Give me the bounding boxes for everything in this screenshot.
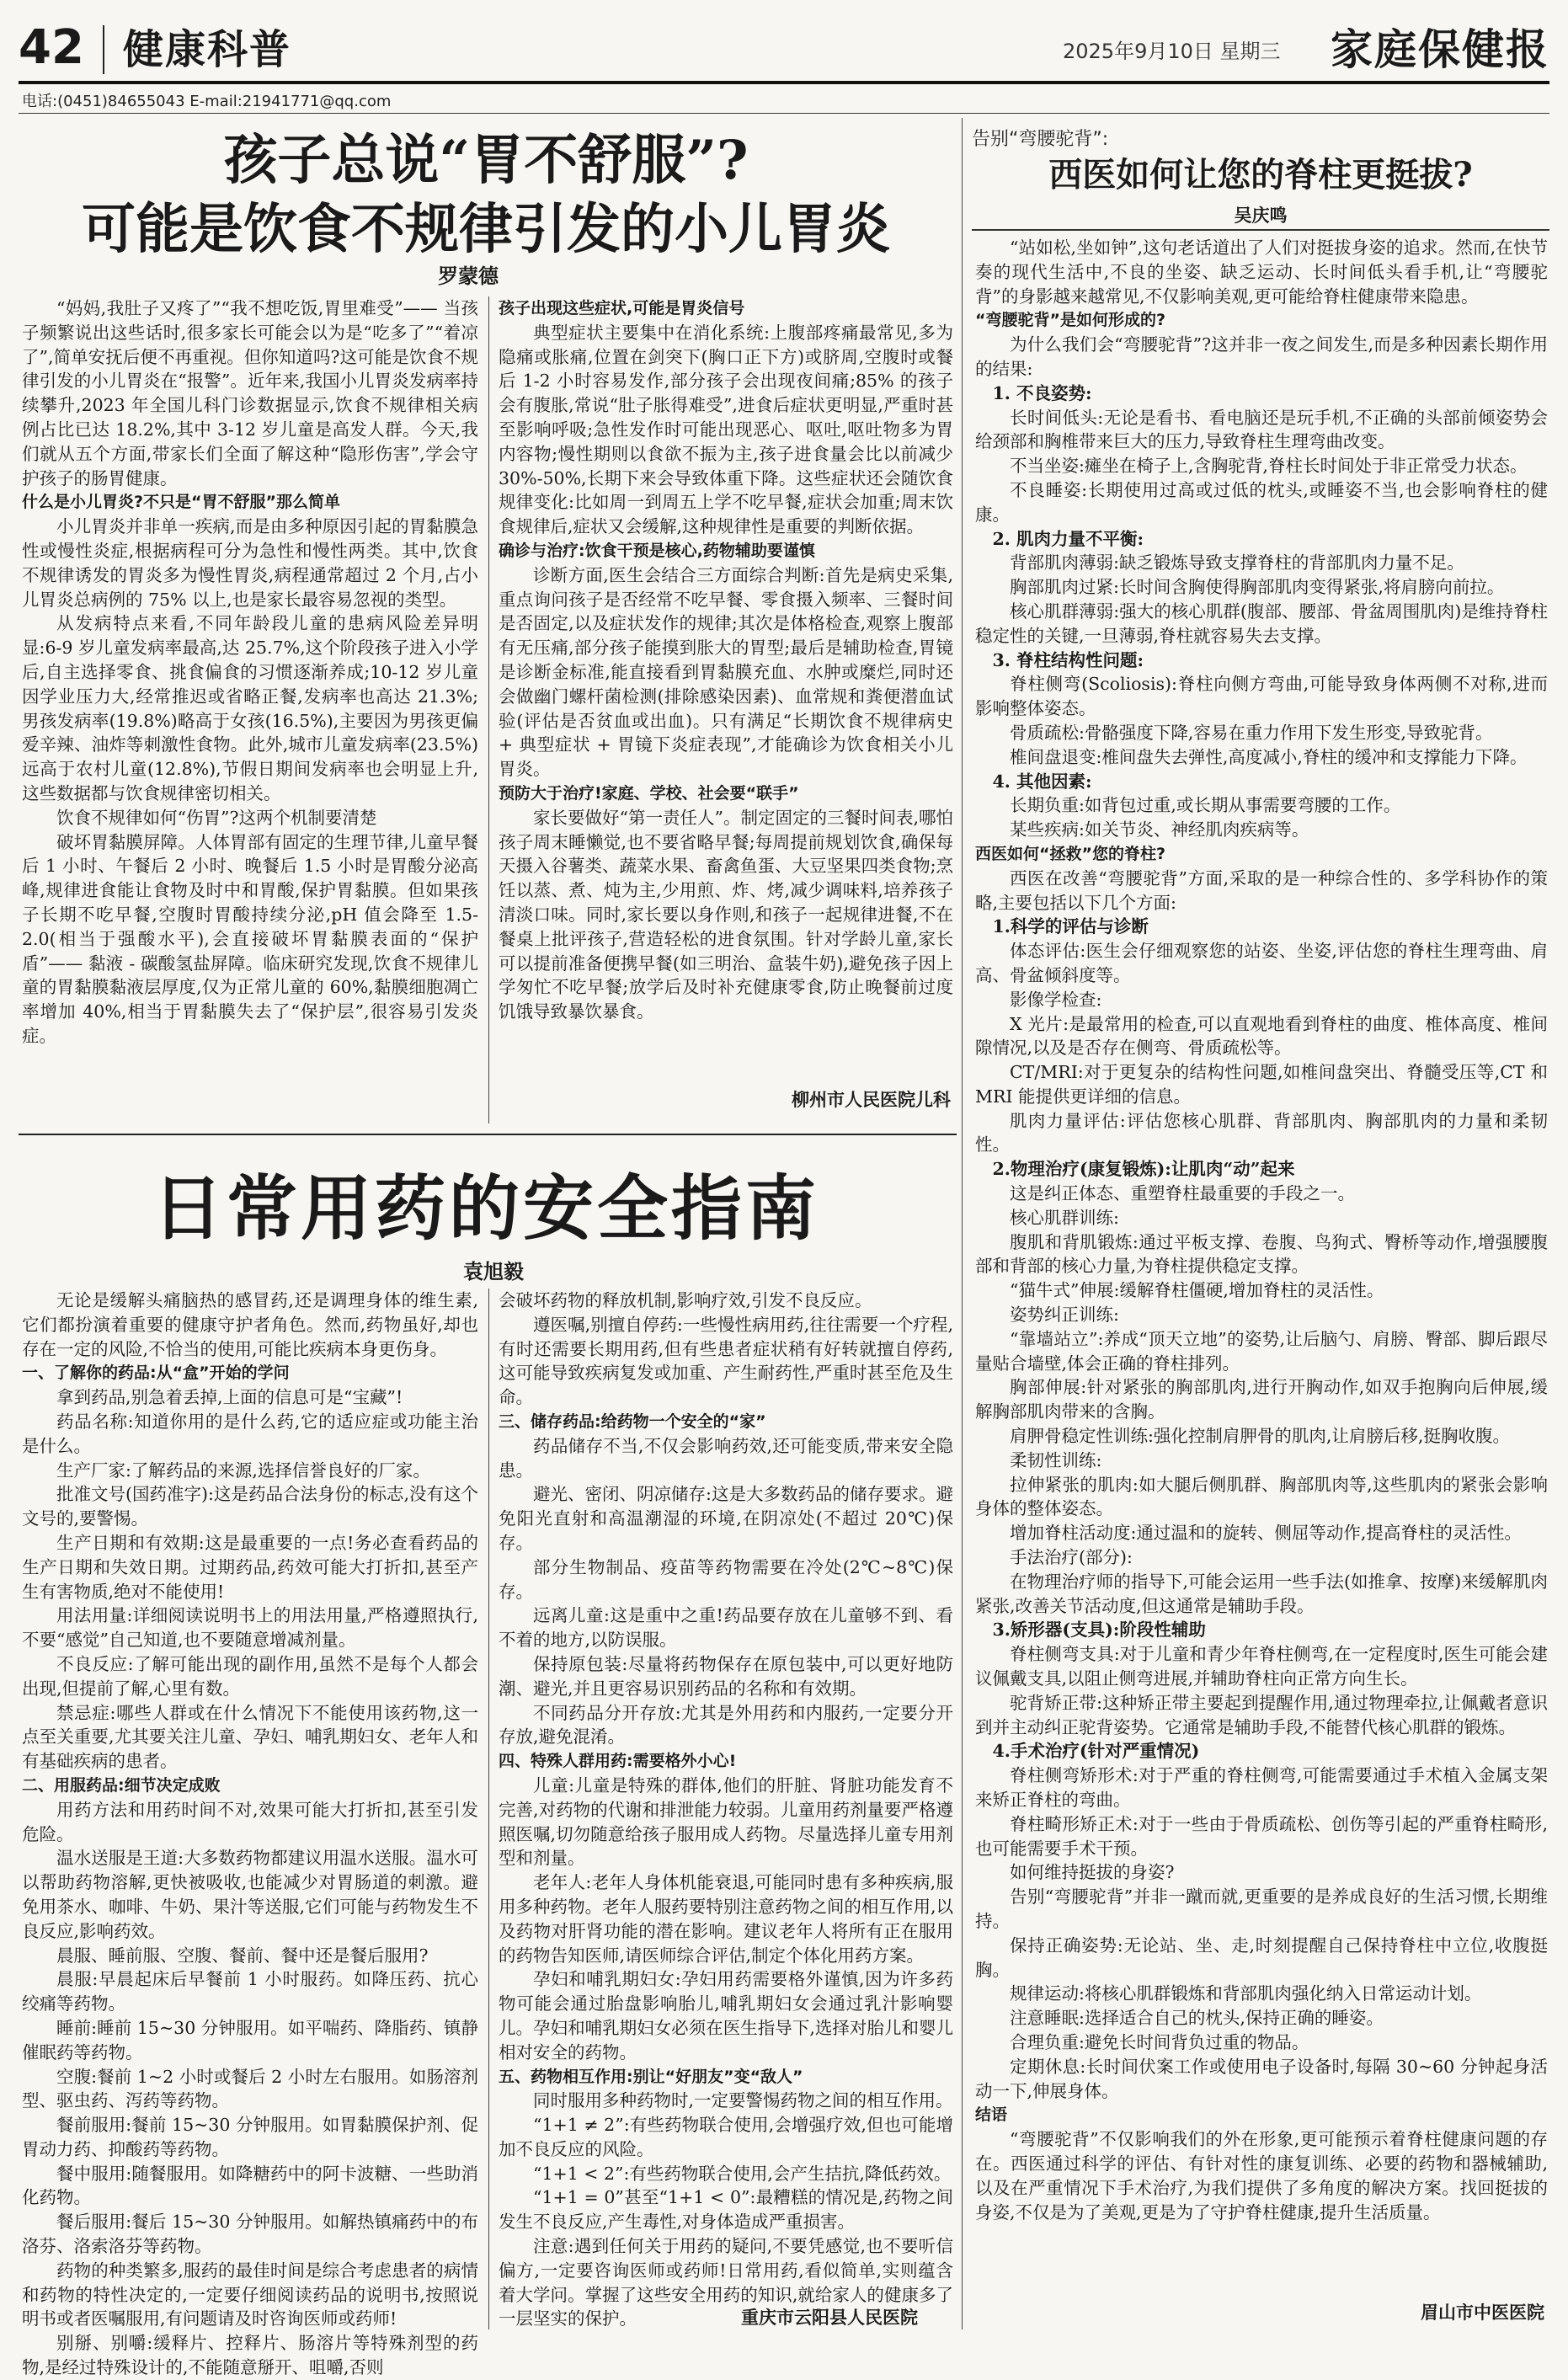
article3-headline: 西医如何让您的脊柱更挺拔? [1048,155,1473,195]
article3-signoff: 眉山市中医医院 [1421,2303,1544,2323]
column-divider [962,118,963,2329]
paragraph: CT/MRI:对于更复杂的结构性问题,如椎间盘突出、脊髓受压等,CT 和 MRI 能提供更详细的信息。 [975,1062,1548,1107]
paragraph: 如何维持挺拔的身姿? [1010,1862,1175,1883]
paragraph: 长期负重:如背包过重,或长期从事需要弯腰的工作。 [1010,795,1401,816]
numbered-subheading: 1. 不良姿势: [992,382,1092,403]
paragraph: 体态评估:医生会仔细观察您的站姿、坐姿,评估您的脊柱生理弯曲、肩高、骨盆倾斜度等。 [975,941,1548,985]
article1-title-line2: 可能是饮食不规律引发的小儿胃炎 [82,198,890,261]
paragraph: 餐前服用:餐前 15~30 分钟服用。如胃黏膜保护剂、促胃动力药、抑酸药等药物。 [22,2115,478,2159]
numbered-subheading: 2. 肌肉力量不平衡: [992,528,1144,549]
article1-column-2 [499,296,953,1071]
paragraph: 胸部肌肉过紧:长时间含胸使得胸部肌肉变得紧张,将肩膀向前拉。 [1010,577,1505,598]
numbered-subheading: 4. 其他因素: [992,771,1092,792]
paragraph: 脊柱侧弯(Scoliosis):脊柱向侧方弯曲,可能导致身体两侧不对称,进而影响整体姿态。 [975,674,1548,719]
paragraph: 骨质疏松:骨骼强度下降,容易在重力作用下发生形变,导致驼背。 [1010,722,1493,743]
paragraph: 不同药品分开存放:尤其是外用药和内服药,一定要分开存放,避免混淆。 [499,1702,953,1748]
paragraph: 长时间低头:无论是看书、看电脑还是玩手机,不正确的头部前倾姿势会给颈部和胸椎带来巨大的压力,导致脊柱生理弯曲改变。 [975,407,1548,452]
subheading: 孩子出现这些症状,可能是胃炎信号 [499,299,745,318]
article1-signoff: 柳州市人民医院儿科 [792,1090,951,1110]
paragraph: 保持原包装:尽量将药物保存在原包装中,可以更好地防潮、避光,并且更容易识别药品的名称和有效期。 [499,1653,953,1699]
paragraph: 不良睡姿:长期使用过高或过低的枕头,或睡姿不当,也会影响脊柱的健康。 [975,479,1548,525]
paragraph: 远离儿童:这是重中之重!药品要存放在儿童够不到、看不着的地方,以防误服。 [499,1605,953,1651]
article2-column-1 [22,1289,478,2378]
paragraph: 影像学检查: [1010,989,1102,1010]
paragraph: 别掰、别嚼:缓释片、控释片、肠溶片等特殊剂型的药物,是经过特殊设计的,不能随意掰开、咀嚼,否则 [22,2333,478,2378]
paragraph: 典型症状主要集中在消化系统:上腹部疼痛最常见,多为隐痛或胀痛,位置在剑突下(胸口正下方)或脐周,空腹时或餐后 1-2 小时容易发作,部分孩子会出现夜间痛;85% 的孩子会有腹胀,常说“肚子胀得难受”,进食后症状更明显,严重时甚至影响呼吸;急性发作时可能出现恶心、呕吐,呕吐物多为胃内容物;慢性期则以食欲不振为主,孩子进食量会比以前减少 30%-50%,长期下来会导致体重下降。这些症状还会随饮食规律变化:比如周一到周五上学不吃早餐,症状会加重;周末饮食规律后,症状又会缓解,这种规律性是重要的判断依据。 [499,322,953,537]
paragraph: 遵医嘱,别擅自停药:一些慢性病用药,往往需要一个疗程,有时还需要长期用药,但有些患者症状稍有好转就擅自停药,这可能导致疾病复发或加重、产生耐药性,严重时甚至危及生命。 [499,1314,953,1408]
paragraph: 不当坐姿:瘫坐在椅子上,含胸驼背,脊柱长时间处于非正常受力状态。 [1010,456,1528,477]
subheading: 什么是小儿胃炎?不只是“胃不舒服”那么简单 [22,493,340,512]
subheading: 三、储存药品:给药物一个安全的“家” [499,1411,766,1431]
paragraph: 无论是缓解头痛脑热的感冒药,还是调理身体的维生素,它们都扮演着重要的健康守护者角色。然而,药物虽好,却也存在一定的风险,不恰当的使用,可能比疾病本身更伤身。 [22,1290,478,1359]
paragraph: 温水送服是王道:大多数药物都建议用温水送服。温水可以帮助药物溶解,更快被吸收,也能减少对胃肠道的刺激。避免用茶水、咖啡、牛奶、果汁等送服,它们可能与药物发生不良反应,影响药效。 [22,1848,478,1941]
paragraph: 诊断方面,医生会结合三方面综合判断:首先是病史采集,重点询问孩子是否经常不吃早餐、零食摄入频率、三餐时间是否固定,以及症状发作的规律;其次是体格检查,观察上腹部有无压痛,部分孩子能摸到胀大的胃型;最后是辅助检查,胃镜是诊断金标准,能直接看到胃黏膜充血、水肿或糜烂,同时还会做幽门螺杆菌检测(排除感染因素)、血常规和粪便潜血试验(评估是否贫血或出血)。只有满足“长期饮食不规律病史 + 典型症状 + 胃镜下炎症表现”,才能确诊为饮食相关小儿胃炎。 [499,564,953,780]
paragraph: 会破坏药物的释放机制,影响疗效,引发不良反应。 [499,1290,872,1310]
paragraph: 西医在改善“弯腰驼背”方面,采取的是一种综合性的、多学科协作的策略,主要包括以下几个方面: [975,867,1548,913]
paragraph: 药品储存不当,不仅会影响药效,还可能变质,带来安全隐患。 [499,1435,953,1481]
paragraph: 规律运动:将核心肌群锻炼和背部肌肉强化纳入日常运动计划。 [1010,1983,1482,2004]
paragraph: 注意睡眠:选择适合自己的枕头,保持正确的睡姿。 [1010,2008,1384,2029]
issue-date: 2025年9月10日 星期三 [1063,40,1281,63]
paragraph: 拉伸紧张的肌肉:如大腿后侧肌群、胸部肌肉等,这些肌肉的紧张会影响身体的整体姿态。 [975,1474,1548,1519]
subheading: 四、特殊人群用药:需要格外小心! [499,1752,737,1771]
subheading: 一、了解你的药品:从“盒”开始的学问 [22,1363,290,1383]
paragraph: 避光、密闭、阴凉储存:这是大多数药品的储存要求。避免阳光直射和高温潮湿的环境,在阴凉处(不超过 20℃)保存。 [499,1484,953,1553]
subheading: 西医如何“拯救”您的脊柱? [975,844,1165,863]
subheading: 预防大于治疗!家庭、学校、社会要“联手” [499,783,799,803]
paragraph: “站如松,坐如钟”,这句老话道出了人们对挺拔身姿的追求。然而,在快节奏的现代生活中,不良的坐姿、缺乏运动、长时间低头看手机,让“弯腰驼背”的身影越来越常见,不仅影响美观,更可能给脊柱健康带来隐患。 [975,237,1548,307]
paragraph: 肩胛骨稳定性训练:强化控制肩胛骨的肌肉,让肩膀后移,挺胸收腹。 [1010,1426,1510,1447]
section-name: 健康科普 [123,26,292,73]
paragraph: 同时服用多种药物时,一定要警惕药物之间的相互作用。 [533,2090,953,2111]
paragraph: 拿到药品,别急着丢掉,上面的信息可是“宝藏”! [56,1387,403,1408]
paragraph: 柔韧性训练: [1010,1449,1102,1470]
subheading: 五、药物相互作用:别让“好朋友”变“敌人” [499,2067,803,2086]
article2-inner-divider [488,1289,489,2329]
article3-body [975,236,1548,2287]
masthead [19,19,1549,77]
paragraph: “靠墙站立”:养成“顶天立地”的姿势,让后脑勺、肩膀、臀部、脚后跟尽量贴合墙壁,体会正确的脊柱排列。 [975,1328,1548,1374]
paragraph: 椎间盘退变:椎间盘失去弹性,高度减小,脊柱的缓冲和支撑能力下降。 [1010,746,1528,767]
paragraph: 姿势纠正训练: [1010,1305,1119,1326]
masthead-divider [103,25,104,74]
subheading: 二、用服药品:细节决定成败 [22,1775,221,1795]
paper-name: 家庭保健报 [1331,24,1549,74]
paragraph: 用药方法和用药时间不对,效果可能大打折扣,甚至引发危险。 [22,1799,478,1844]
article1-title-line1: 孩子总说“胃不舒服”? [223,129,749,192]
page-number: 42 [19,20,84,75]
paragraph: 脊柱侧弯矫形术:对于严重的脊柱侧弯,可能需要通过手术植入金属支架来矫正脊柱的弯曲。 [975,1765,1548,1810]
article1-inner-divider [488,296,489,1123]
paragraph: 这是纠正体态、重塑脊柱最重要的手段之一。 [1010,1183,1355,1204]
paragraph: 破坏胃黏膜屏障。人体胃部有固定的生理节律,儿童早餐后 1 小时、午餐后 2 小时、晚餐后 1.5 小时是胃酸分泌高峰,规律进食能让食物及时中和胃酸,保护胃黏膜。但如果孩子长期不吃早餐,空腹时胃酸持续分泌,pH 值会降至 1.5-2.0(相当于强酸水平),会直接破坏胃黏膜表面的“保护盾”—— 黏液 - 碳酸氢盐屏障。临床研究发现,饮食不规律儿童的胃黏膜黏液层厚度,仅为正常儿童的 60%,黏膜细胞凋亡率增加 40%,相当于胃黏膜失去了“保护层”,很容易引发炎症。 [22,831,478,1046]
masthead-rule [19,81,1549,84]
paragraph: 从发病特点来看,不同年龄段儿童的患病风险差异明显:6-9 岁儿童发病率最高,达 25.7%,这个阶段孩子进入小学后,自主选择零食、挑食偏食的习惯逐渐养成;10-12 岁儿童因学业压力大,经常推迟或省略正餐,发病率也高达 21.3%;男孩发病率(19.8%)略高于女孩(16.5%),主要因为男孩更偏爱辛辣、油炸等刺激性食物。此外,城市儿童发病率(23.5%)远高于农村儿童(12.8%),节假日期间发病率也会明显上升,这些数据都与饮食规律密切相关。 [22,613,478,803]
paragraph: 批准文号(国药准字):这是药品合法身份的标志,没有这个文号的,要警惕。 [22,1484,478,1529]
numbered-subheading: 3. 脊柱结构性问题: [992,649,1144,670]
paragraph: 孕妇和哺乳期妇女:孕妇用药需要格外谨慎,因为许多药物可能会通过胎盘影响胎儿,哺乳期妇女会通过乳汁影响婴儿。孕妇和哺乳期妇女必须在医生指导下,选择对胎儿和婴儿相对安全的药物。 [499,1969,953,2062]
paragraph: “1+1 = 0”甚至“1+1 < 0”:最糟糕的情况是,药物之间发生不良反应,产生毒性,对身体造成严重损害。 [499,2187,953,2233]
paragraph: 餐中服用:随餐服用。如降糖药中的阿卡波糖、一些助消化药物。 [22,2163,478,2208]
paragraph: 晨服:早晨起床后早餐前 1 小时服药。如降压药、抗心绞痛等药物。 [22,1969,478,2014]
paragraph: 药品名称:知道你用的是什么药,它的适应症或功能主治是什么。 [22,1411,478,1456]
paragraph: 腹肌和背肌锻炼:通过平板支撑、卷腹、鸟狗式、臀桥等动作,增强腰腹部和背部的核心力量,为脊柱提供稳定支撑。 [975,1231,1548,1277]
paragraph: 背部肌肉薄弱:缺乏锻炼导致支撑脊柱的背部肌肉力量不足。 [1010,552,1464,574]
paragraph: 某些疾病:如关节炎、神经肌肉疾病等。 [1010,819,1309,840]
contact-rule [19,113,1549,114]
paragraph: 空腹:餐前 1~2 小时或餐后 2 小时左右服用。如肠溶剂型、驱虫药、泻药等药物。 [22,2066,478,2111]
paragraph: 胸部伸展:针对紧张的胸部肌肉,进行开胸动作,如双手抱胸向后伸展,缓解胸部肌肉带来的含胸。 [975,1377,1548,1422]
paragraph: 保持正确姿势:无论站、坐、走,时刻提醒自己保持脊柱中立位,收腹挺胸。 [975,1934,1548,1980]
paragraph: 肌肉力量评估:评估您核心肌群、背部肌肉、胸部肌肉的力量和柔韧性。 [975,1110,1548,1155]
paragraph: 小儿胃炎并非单一疾病,而是由多种原因引起的胃黏膜急性或慢性炎症,根据病程可分为急性和慢性两类。其中,饮食不规律诱发的胃炎多为慢性胃炎,病程通常超过 2 个月,占小儿胃炎总病例的 75% 以上,也是家长最容易忽视的类型。 [22,516,478,610]
paragraph: 禁忌症:哪些人群或在什么情况下不能使用该药物,这一点至关重要,尤其要关注儿童、孕妇、哺乳期妇女、老年人和有基础疾病的患者。 [22,1702,478,1772]
numbered-subheading: 1.科学的评估与诊断 [992,916,1149,937]
article1-author: 罗蒙德 [438,264,499,288]
paragraph: 在物理治疗师的指导下,可能会运用一些手法(如推拿、按摩)来缓解肌肉紧张,改善关节活动度,但这通常是辅助手段。 [975,1571,1548,1616]
paragraph: 合理负重:避免长时间背负过重的物品。 [1010,2031,1309,2052]
paragraph: 注意:遇到任何关于用药的疑问,不要凭感觉,也不要听信偏方,一定要咨询医师或药师!日常用药,看似简单,实则蕴含着大学问。掌握了这些安全用药的知识,就给家人的健康多了一层坚实的保护。 [499,2236,953,2329]
subheading: 结语 [975,2105,1008,2125]
article3 [972,125,1549,2329]
paragraph: 部分生物制品、疫苗等药物需要在冷处(2℃~8℃)保存。 [499,1556,953,1602]
paragraph: 生产日期和有效期:这是最重要的一点!务必查看药品的生产日期和失效日期。过期药品,药效可能大打折扣,甚至产生有害物质,绝对不能使用! [22,1532,478,1602]
paragraph: 生产厂家:了解药品的来源,选择信誉良好的厂家。 [56,1459,430,1481]
paragraph: 脊柱侧弯支具:对于儿童和青少年脊柱侧弯,在一定程度时,医生可能会建议佩戴支具,以阻止侧弯进展,并辅助脊柱向正常方向生长。 [975,1644,1548,1689]
paragraph: 儿童:儿童是特殊的群体,他们的肝脏、肾脏功能发育不完善,对药物的代谢和排泄能力较弱。儿童用药剂量要严格遵照医嘱,切勿随意给孩子服用成人药物。尽量选择儿童专用剂型和剂量。 [499,1774,953,1869]
article3-kicker: 告别“弯腰驼背”: [972,129,1109,150]
paragraph: 核心肌群训练: [1010,1207,1119,1228]
paragraph: 家长要做好“第一责任人”。制定固定的三餐时间表,哪怕孩子周末睡懒觉,也不要省略早餐;每周提前规划饮食,确保每天摄入谷薯类、蔬菜水果、畜禽鱼蛋、大豆坚果四类食物;烹饪以蒸、煮、炖为主,少用煎、炸、烤,减少调味料,培养孩子清淡口味。同时,家长要以身作则,和孩子一起规律进餐,不在餐桌上批评孩子,营造轻松的进食氛围。针对学龄儿童,家长可以提前准备便携早餐(如三明治、盒装牛奶),避免孩子因上学匆忙不吃早餐;放学后及时补充健康零食,防止晚餐前过度饥饿导致暴饮暴食。 [499,807,953,1022]
paragraph: “猫牛式”伸展:缓解脊柱僵硬,增加脊柱的灵活性。 [1010,1280,1384,1301]
paragraph: 晨服、睡前服、空腹、餐前、餐中还是餐后服用? [56,1945,429,1966]
paragraph: “妈妈,我肚子又疼了”“我不想吃饭,胃里难受”—— 当孩子频繁说出这些话时,很多家长可能会以为是“吃多了”“着凉了”,简单安抚后便不再重视。但你知道吗?这可能是饮食不规律引发的小儿胃炎在“报警”。近年来,我国小儿胃炎发病率持续攀升,2023 年全国儿科门诊数据显示,饮食不规律相关病例占比已达 18.2%,其中 3-12 岁儿童是高发人群。今天,我们就从五个方面,带家长们全面了解这种“隐形伤害”,学会守护孩子的肠胃健康。 [22,298,478,488]
contact-line: 电话:(0451)84655043 E-mail:21941771@qq.com [22,93,392,110]
paragraph: 用法用量:详细阅读说明书上的用法用量,严格遵照执行,不要“感觉”自己知道,也不要随意增减剂量。 [22,1605,478,1651]
paragraph: 手法治疗(部分): [1010,1547,1133,1568]
article2-signoff: 重庆市云阳县人民医院 [741,2308,918,2328]
numbered-subheading: 4.手术治疗(针对严重情况) [992,1741,1200,1762]
article1-headline [19,126,953,264]
paragraph: 告别“弯腰驼背”并非一蹴而就,更重要的是养成良好的生活习惯,长期维持。 [975,1886,1548,1931]
paragraph: “1+1 < 2”:有些药物联合使用,会产生拮抗,降低药效。 [533,2163,952,2184]
paragraph: 不良反应:了解可能出现的副作用,虽然不是每个人都会出现,但提前了解,心里有数。 [22,1653,478,1699]
article-separator [19,1134,957,1135]
paragraph: 增加脊柱活动度:通过温和的旋转、侧屈等动作,提高脊柱的灵活性。 [1010,1523,1522,1544]
subheading: “弯腰驼背”是如何形成的? [975,311,1165,330]
paragraph: 餐后服用:餐后 15~30 分钟服用。如解热镇痛药中的布洛芬、洛索洛芬等药物。 [22,2212,478,2257]
numbered-subheading: 3.矫形器(支具):阶段性辅助 [992,1620,1206,1641]
subheading: 确诊与治疗:饮食干预是核心,药物辅助要谨慎 [499,541,815,560]
article3-author: 吴庆鸣 [1234,205,1288,226]
paragraph: 核心肌群薄弱:强大的核心肌群(腹部、腰部、骨盆周围肌肉)是维持脊柱稳定性的关键,一旦薄弱,脊柱就容易失去支撑。 [975,600,1548,646]
article2-headline: 日常用药的安全指南 [152,1166,819,1250]
paragraph: 为什么我们会“弯腰驼背”?这并非一夜之间发生,而是多种因素长期作用的结果: [975,334,1548,379]
paragraph: “1+1 ≠ 2”:有些药物联合使用,会增强疗效,但也可能增加不良反应的风险。 [499,2115,953,2159]
paragraph: 脊柱畸形矫正术:对于一些由于骨质疏松、创伤等引起的严重脊柱畸形,也可能需要手术干预。 [975,1813,1548,1859]
paragraph: 睡前:睡前 15~30 分钟服用。如平喘药、降脂药、镇静催眠药等药物。 [22,2017,478,2062]
paragraph: 定期休息:长时间伏案工作或使用电子设备时,每隔 30~60 分钟起身活动一下,伸展身体。 [975,2056,1548,2101]
paragraph: “弯腰驼背”不仅影响我们的外在形象,更可能预示着脊柱健康问题的存在。西医通过科学的评估、有针对性的康复训练、必要的药物和器械辅助,以及在严重情况下手术治疗,为我们提供了多角度的解决方案。找回挺拔的身姿,不仅是为了美观,更是为了守护脊柱健康,提升生活质量。 [975,2129,1548,2223]
numbered-subheading: 2.物理治疗(康复锻炼):让肌肉“动”起来 [992,1159,1295,1180]
article1-column-1 [22,296,478,1123]
paragraph: 驼背矫正带:这种矫正带主要起到提醒作用,通过物理牵拉,让佩戴者意识到并主动纠正驼背姿势。它通常是辅助手段,不能替代核心肌群的锻炼。 [975,1692,1548,1737]
paragraph: 药物的种类繁多,服药的最佳时间是综合考虑患者的病情和药物的特性决定的,一定要仔细阅读药品的说明书,按照说明书或者医嘱服用,有问题请及时咨询医师或药师! [22,2260,478,2329]
article2-author: 袁旭毅 [463,1259,524,1283]
paragraph: X 光片:是最常用的检查,可以直观地看到脊柱的曲度、椎体高度、椎间隙情况,以及是否存在侧弯、骨质疏松等。 [975,1013,1548,1059]
paragraph: 饮食不规律如何“伤胃”?这两个机制要清楚 [56,807,377,828]
article3-title-rule [972,229,1549,231]
paragraph: 老年人:老年人身体机能衰退,可能同时患有多种疾病,服用多种药物。老年人服药要特别注意药物之间的相互作用,以及药物对肝肾功能的潜在影响。建议老年人将所有正在服用的药物告知医师,请医师综合评估,制定个体化用药方案。 [499,1872,953,1966]
